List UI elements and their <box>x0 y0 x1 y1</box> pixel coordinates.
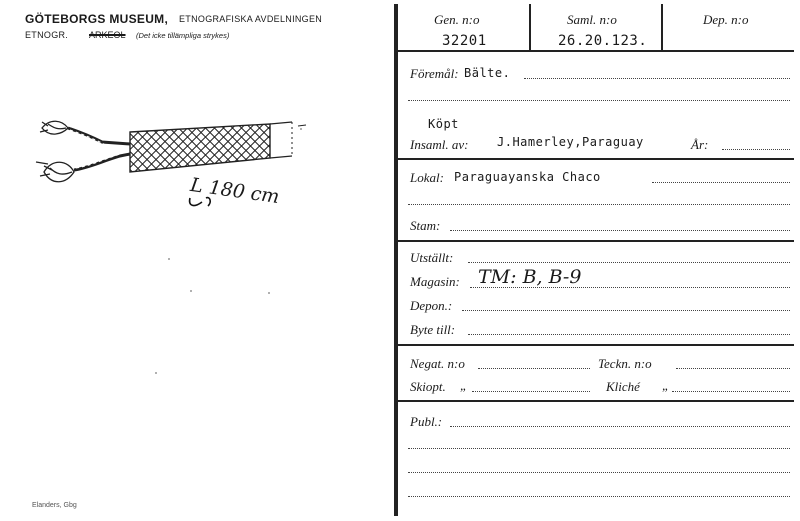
depon-label: Depon.: <box>410 298 453 313</box>
kliche-label: Kliché <box>606 379 640 394</box>
depon-line <box>462 310 790 311</box>
etnogr-label: ETNOGR. <box>25 30 69 40</box>
publ-line <box>450 426 790 427</box>
woven-band <box>130 124 270 172</box>
blank-line-2 <box>408 204 790 205</box>
foremal-value: Bälte. <box>464 66 511 80</box>
stam-line <box>450 230 790 231</box>
tassel-top <box>40 121 68 134</box>
byte-line <box>468 334 790 335</box>
blank-line-3 <box>408 448 790 449</box>
utstallt-line <box>468 262 790 263</box>
skiopt-ditto: „ <box>460 378 468 393</box>
skiopt-line <box>472 391 590 392</box>
negat-label: Negat. n:o <box>410 356 465 371</box>
kliche-ditto: „ <box>662 378 670 393</box>
stam-label: Stam: <box>410 218 441 233</box>
card-left-border <box>394 4 398 516</box>
strike-note: (Det icke tillämpliga strykes) <box>136 31 230 40</box>
lokal-line <box>652 182 790 183</box>
kopt-value: Köpt <box>428 117 459 131</box>
magasin-label: Magasin: <box>410 274 460 289</box>
foremal-label: Föremål: <box>410 66 459 81</box>
printer-credit: Elanders, Gbg <box>32 502 77 509</box>
gen-label: Gen. n:o <box>434 12 480 27</box>
column-divider-2 <box>661 4 663 50</box>
rule-1 <box>396 158 794 160</box>
cord-bottom <box>74 154 130 170</box>
publ-label: Publ.: <box>410 414 443 429</box>
tassel-bottom <box>36 162 74 182</box>
saml-label: Saml. n:o <box>567 12 617 27</box>
skiopt-label: Skiopt. <box>410 379 446 394</box>
struck-arkeol: ARKEOL <box>89 30 126 40</box>
insaml-label: Insaml. av: <box>410 137 469 152</box>
museum-name: GÖTEBORGS MUSEUM, <box>25 12 169 26</box>
insaml-value: J.Hamerley,Paraguay <box>497 135 644 149</box>
lokal-value: Paraguayanska Chaco <box>454 170 601 184</box>
kliche-line <box>672 391 790 392</box>
rule-4 <box>396 400 794 402</box>
header-rule <box>396 50 794 52</box>
gen-value: 32201 <box>442 33 487 49</box>
blank-line-5 <box>408 496 790 497</box>
dep-label: Dep. n:o <box>703 12 749 27</box>
teckn-line <box>676 368 790 369</box>
magasin-value: TM: B, B-9 <box>478 266 582 288</box>
saml-value: 26.20.123. <box>558 33 648 49</box>
ar-line <box>722 149 790 150</box>
byte-label: Byte till: <box>410 322 456 337</box>
foremal-line <box>524 78 790 79</box>
teckn-label: Teckn. n:o <box>598 356 652 371</box>
negat-line <box>478 368 590 369</box>
blank-line-4 <box>408 472 790 473</box>
magasin-line <box>470 287 790 288</box>
blank-line-1 <box>408 100 790 101</box>
length-note: L 180 cm <box>188 173 281 209</box>
rule-3 <box>396 344 794 346</box>
column-divider-1 <box>529 4 531 50</box>
department-name: ETNOGRAFISKA AVDELNINGEN <box>179 14 323 24</box>
lokal-label: Lokal: <box>410 170 444 185</box>
ar-label: År: <box>691 137 709 152</box>
utstallt-label: Utställt: <box>410 250 454 265</box>
rule-2 <box>396 240 794 242</box>
belt-sketch <box>30 110 330 220</box>
